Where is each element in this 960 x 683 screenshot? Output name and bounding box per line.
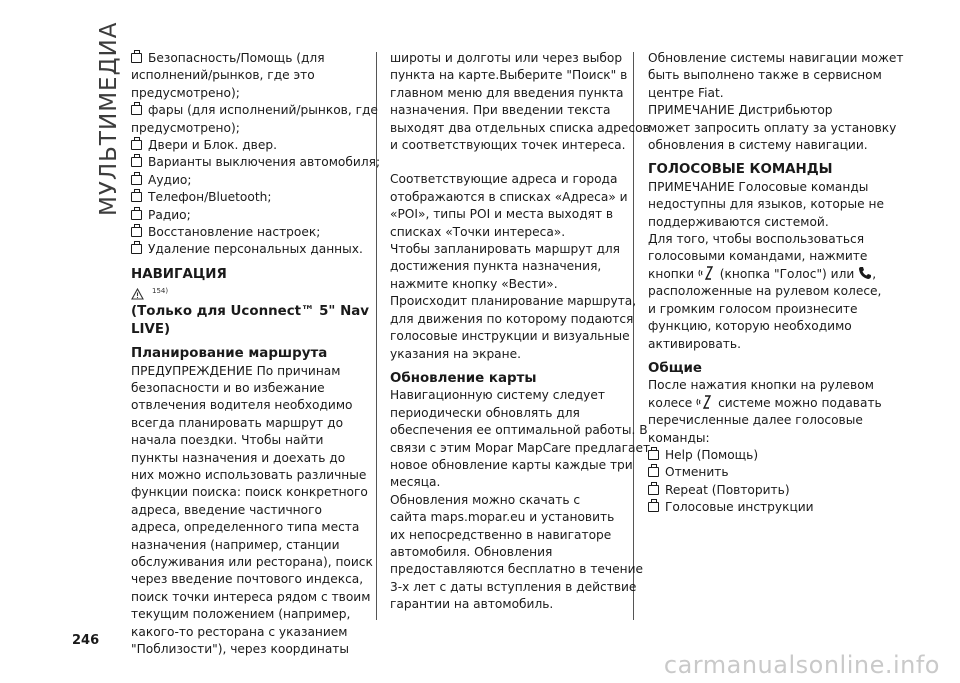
list-item-cont: предусмотрено); (131, 85, 240, 100)
bullet-icon (131, 140, 142, 150)
paragraph-route: ПРЕДУПРЕЖДЕНИЕ По причинам безопасности и во избежание отвлечения водителя необходимо всегда планировать маршрут до начала поездки. Чтобы найти пункты назначения и доехать до них можно использовать различные функции поиска: поиск конкретного адреса, введение частичного адреса, определенного типа места назначения (например, станции обслуживания или ресторана), поиск через введение почтового индекса, поиск точки интереса рядом с твоим текущим положением (например, какого-то ресторана с указанием "Поблизости"), через координаты (131, 363, 373, 657)
page-number: 246 (72, 633, 100, 648)
phone-icon (858, 266, 872, 280)
subheading-model: (Только для Uconnect™ 5" Nav (131, 304, 370, 320)
paragraph-download: Обновления можно скачать с сайта maps.mopar.eu и установить их непосредственно в навигаторе автомобиля. Обновления предоставляются бесплатно в течение 3-х лет с даты вступления в действие гарантии на автомобиль. (390, 492, 644, 612)
list-item: Аудио; (131, 172, 353, 189)
bullet-icon (131, 244, 142, 254)
list-item: Удаление персональных данных. (131, 241, 353, 258)
column-3 (648, 50, 904, 517)
bullet-icon (131, 175, 142, 185)
paragraph-general: После нажатия кнопки на рулевом колесе системе можно подавать перечисленные далее голосовые команды: (648, 378, 882, 445)
subheading-general: Общие (648, 360, 703, 376)
side-section-title (68, 21, 124, 230)
watermark: carmanualsonline.info (663, 651, 940, 679)
bullet-list-menu (131, 50, 381, 259)
bullet-icon (131, 157, 142, 167)
paragraph-update: Навигационную систему следует периодически обновлять для обеспечения ее оптимальной работы. В связи с этим Mopar MapCare предлагает новое обновление карты каждые три месяца. (390, 388, 651, 490)
column-divider-1 (376, 52, 377, 620)
side-title-text: МУЛЬТИМЕДИА (96, 21, 122, 216)
list-item: Двери и Блок. двер. (131, 137, 353, 154)
bullet-icon (131, 192, 142, 202)
subheading-model-cont: LIVE) (131, 321, 171, 337)
list-item: Варианты выключения автомобиля; (131, 154, 353, 171)
column-2 (390, 50, 651, 614)
paragraph-service-update: Обновление системы навигации может быть выполнено также в сервисном центре Fiat. (648, 51, 904, 100)
list-item: Help (Помощь) (648, 447, 878, 464)
paragraph-search: широты и долготы или через выбор пункта на карте.Выберите "Поиск" в главном меню для введения пункта назначения. При введении текста выходят два отдельных списка адресов и соответствующих точек интереса. (390, 51, 650, 153)
section-heading-voice-commands: ГОЛОСОВЫЕ КОМАНДЫ (648, 162, 833, 178)
list-item: Восстановление настроек; (131, 224, 353, 241)
subheading-map-update: Обновление карты (390, 370, 537, 386)
bullet-icon (131, 227, 142, 237)
subheading-route-planning: Планирование маршрута (131, 346, 328, 362)
warning-reference: 154) (131, 283, 353, 303)
bullet-icon (648, 450, 659, 460)
paragraph-guidance: Происходит планирование маршрута, для движения по которому подаются голосовые инструкции и визуальные указания на экране. (390, 294, 637, 361)
list-item: Голосовые инструкции (648, 499, 878, 516)
column-1 (131, 50, 381, 658)
warning-triangle-icon (131, 288, 144, 300)
list-item: фары (для исполнений/рынков, где (131, 102, 353, 119)
paragraph-lists: Соответствующие адреса и города отображаются в списках «Адреса» и «POI», типы POI и места выходят в списках «Точки интереса». (390, 172, 628, 239)
column-divider-2 (633, 52, 634, 620)
bullet-icon (648, 467, 659, 477)
paragraph-voice-usage: Для того, чтобы воспользоваться голосовыми командами, нажмите кнопки (кнопка "Голос") или , расположенные на рулевом колесе, и громким голосом произнесите функцию, которую необходимо активировать. (648, 232, 882, 351)
paragraph-note-languages: ПРИМЕЧАНИЕ Голосовые команды недоступны для языков, которые не поддерживаются системой. (648, 179, 884, 229)
bullet-icon (648, 502, 659, 512)
bullet-icon (648, 485, 659, 495)
bullet-icon (131, 210, 142, 220)
bullet-list-voice-commands (648, 447, 878, 517)
paragraph-note-dealer: ПРИМЕЧАНИЕ Дистрибьютор может запросить оплату за установку обновления в систему навигации. (648, 103, 897, 153)
list-item-cont: исполнений/рынков, где это (131, 68, 315, 83)
list-item: Repeat (Повторить) (648, 482, 878, 499)
list-item: Безопасность/Помощь (для (131, 50, 353, 67)
list-item-cont: предусмотрено); (131, 120, 240, 135)
bullet-icon (131, 53, 142, 63)
list-item: Отменить (648, 464, 878, 481)
list-item: Телефон/Bluetooth; (131, 189, 353, 206)
voice-command-icon (696, 395, 714, 409)
section-heading-navigation: НАВИГАЦИЯ (131, 266, 227, 282)
list-item: Радио; (131, 207, 353, 224)
voice-command-icon (698, 266, 716, 280)
paragraph-plan: Чтобы запланировать маршрут для достижения пункта назначения, нажмите кнопку «Вести». (390, 242, 621, 291)
bullet-icon (131, 105, 142, 115)
